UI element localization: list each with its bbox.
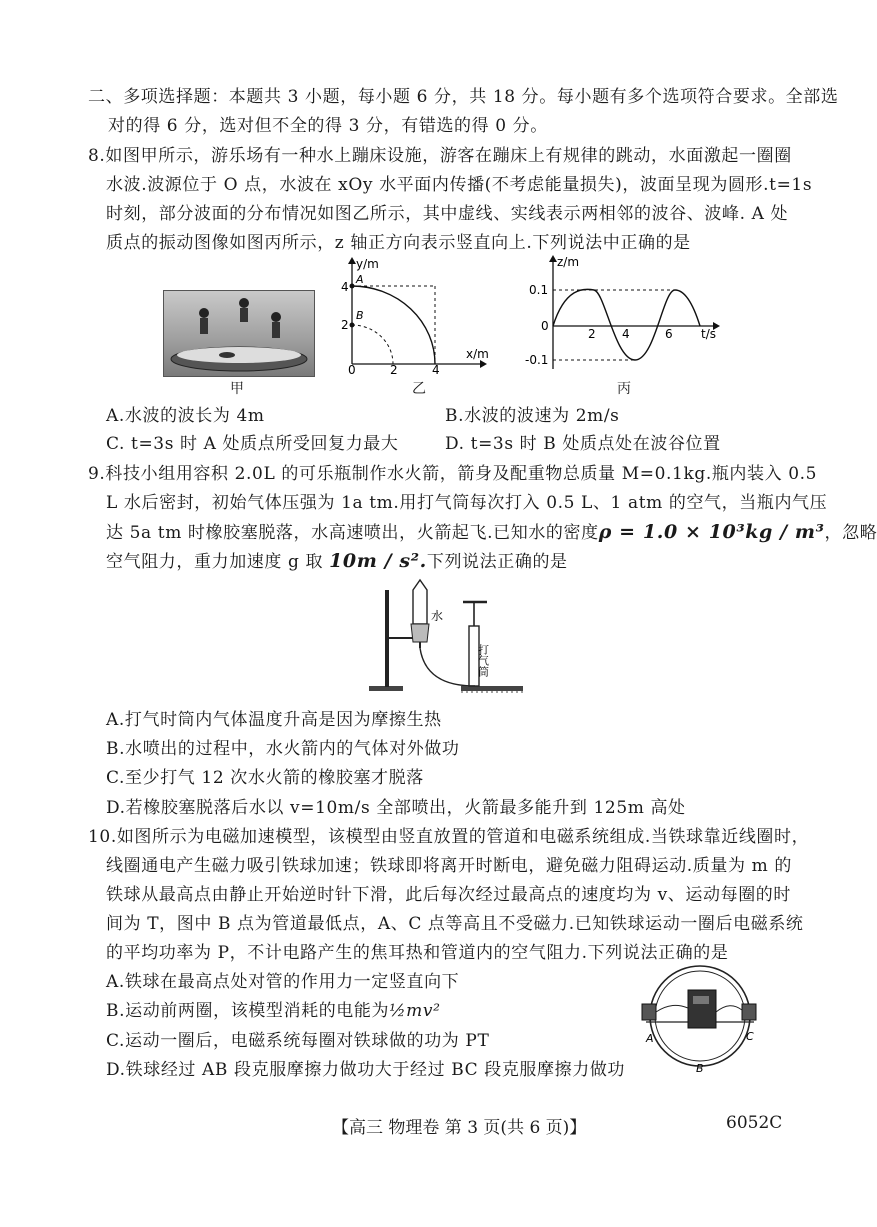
q9-line3 [106, 521, 877, 544]
q9-option-a[interactable]: A.打气时筒内气体温度升高是因为摩擦生热 [106, 710, 442, 730]
q10-point-C: C [746, 1030, 754, 1043]
paper-code: 6052C [726, 1113, 783, 1133]
q10-option-c[interactable]: C.运动一圈后，电磁系统每圈对铁球做的功为 PT [106, 1031, 490, 1051]
page-footer: 【高三 物理卷 第 3 页(共 6 页)】 [332, 1118, 587, 1138]
q8-line1: 8.如图甲所示，游乐场有一种水上蹦床设施，游客在蹦床上有规律的跳动，水面激起一圈圈 [88, 146, 792, 166]
q10-electromagnetic-track-figure [628, 964, 773, 1076]
bing-tick-neg0.1: -0.1 [525, 353, 549, 367]
q9-water-rocket-figure [365, 582, 525, 700]
q10-option-b[interactable] [106, 1000, 441, 1022]
q10-line3: 铁球从最高点由静止开始逆时针下滑，此后每次经过最高点的速度均为 v、运动每圈的时 [106, 885, 792, 905]
q10-line2: 线圈通电产生磁力吸引铁球加速；铁球即将离开时断电，避免磁力阻碍运动.质量为 m 的 [106, 856, 792, 876]
q10-option-b-expression: ½mv² [389, 1001, 441, 1021]
q10-line1: 10.如图所示为电磁加速模型，该模型由竖直放置的管道和电磁系统组成.当铁球靠近线圈时， [88, 827, 810, 847]
fig-yi-label: 乙 [412, 381, 426, 397]
yi-xlabel: x/m [466, 347, 489, 361]
trampoline-photo [163, 290, 315, 377]
section-header-line1: 二、多项选择题：本题共 3 小题，每小题 6 分，共 18 分。每小题有多个选项符合要求。全部选 [88, 87, 839, 107]
yi-tick-x4: 4 [432, 363, 440, 377]
q10-point-B: B [696, 1062, 704, 1075]
yi-ylabel: y/m [356, 257, 379, 271]
bing-tick-x2: 2 [588, 327, 596, 341]
yi-tick-4: 4 [341, 280, 349, 294]
q10-line4: 间为 T，图中 B 点为管道最低点，A、C 点等高且不受磁力.已知铁球运动一圈后电磁系统 [106, 914, 804, 934]
section-header-line2: 对的得 6 分，选对但不全的得 3 分，有错选的得 0 分。 [108, 116, 548, 136]
q8-option-d[interactable]: D. t=3s 时 B 处质点处在波谷位置 [445, 434, 721, 454]
fig-yi-diagram [330, 256, 490, 377]
q10-line5: 的平均功率为 P，不计电路产生的焦耳热和管道内的空气阻力.下列说法正确的是 [106, 943, 729, 963]
yi-tick-2: 2 [341, 318, 349, 332]
q8-line4: 质点的振动图像如图丙所示，z 轴正方向表示竖直向上.下列说法中正确的是 [106, 233, 691, 253]
yi-point-B: B [356, 309, 364, 322]
fig-bing-oscillation-graph [525, 254, 725, 374]
q9-label-water: 水 [431, 609, 444, 623]
q8-option-b[interactable]: B.水波的波速为 2m/s [445, 406, 620, 426]
q8-option-a[interactable]: A.水波的波长为 4m [106, 406, 265, 426]
bing-ylabel: z/m [557, 255, 580, 269]
q10-option-d[interactable]: D.铁球经过 AB 段克服摩擦力做功大于经过 BC 段克服摩擦力做功 [106, 1060, 626, 1080]
q9-line4 [106, 550, 568, 573]
q9-g-expression: 10m / s². [329, 550, 427, 572]
q9-rho-expression: ρ = 1.0 × 10³kg / m³ [598, 521, 825, 543]
q9-line4-tail: 下列说法正确的是 [426, 552, 568, 572]
fig-bing-label: 丙 [617, 381, 631, 397]
q10-option-a[interactable]: A.铁球在最高点处对管的作用力一定竖直向下 [106, 972, 460, 992]
q8-option-c[interactable]: C. t=3s 时 A 处质点所受回复力最大 [106, 434, 399, 454]
q9-option-c[interactable]: C.至少打气 12 次水火箭的橡胶塞才脱落 [106, 768, 424, 788]
q9-label-pump: 打气筒 [476, 644, 490, 677]
bing-tick-x4: 4 [622, 327, 630, 341]
q10-point-A: A [646, 1032, 654, 1045]
q9-option-b[interactable]: B.水喷出的过程中，水火箭内的气体对外做功 [106, 739, 460, 759]
bing-tick-x6: 6 [665, 327, 673, 341]
q9-option-d[interactable]: D.若橡胶塞脱落后水以 v=10m/s 全部喷出，火箭最多能升到 125m 高处 [106, 798, 686, 818]
q9-line2: L 水后密封，初始气体压强为 1a tm.用打气筒每次打入 0.5 L、1 atm 的空气，当瓶内气压 [106, 493, 828, 513]
bing-tick-0.1: 0.1 [529, 283, 549, 297]
q8-line2: 水波.波源位于 O 点，水波在 xOy 水平面内传播(不考虑能量损失)，波面呈现为圆形.t=1s [106, 175, 813, 195]
yi-tick-x0: 0 [348, 363, 356, 377]
bing-tick-0: 0 [541, 319, 549, 333]
q9-line4-text: 空气阻力，重力加速度 g 取 [106, 552, 324, 572]
bing-xlabel: t/s [701, 327, 716, 341]
yi-tick-x2: 2 [390, 363, 398, 377]
q9-line3-tail: ，忽略 [824, 523, 877, 543]
fig-jia-label: 甲 [230, 381, 244, 397]
q9-line3-text: 达 5a tm 时橡胶塞脱落，水高速喷出，火箭起飞.已知水的密度 [106, 523, 599, 543]
q8-line3: 时刻，部分波面的分布情况如图乙所示，其中虚线、实线表示两相邻的波谷、波峰. A 处 [106, 204, 789, 224]
yi-point-A: A [356, 273, 364, 286]
q9-line1: 9.科技小组用容积 2.0L 的可乐瓶制作水火箭，箭身及配重物总质量 M=0.1kg.瓶内装入 0.5 [88, 464, 818, 484]
q10-option-b-text: B.运动前两圈，该模型消耗的电能为 [106, 1001, 390, 1021]
